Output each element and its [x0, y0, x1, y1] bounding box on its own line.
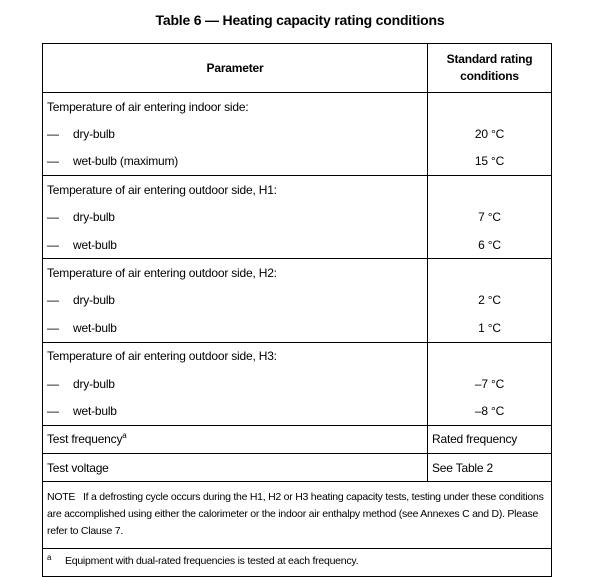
group-heading: Temperature of air entering outdoor side, H1: — [43, 176, 428, 204]
condition-value: –7 °C — [428, 370, 552, 397]
note-row — [43, 482, 552, 549]
group-heading-row — [43, 259, 552, 287]
table-title: Table 6 — Heating capacity rating conditions — [155, 12, 445, 28]
table-row — [43, 397, 552, 425]
footnote-mark: a — [122, 431, 127, 441]
table-row — [43, 314, 552, 342]
condition-value: –8 °C — [428, 397, 552, 425]
note-label: NOTE — [47, 491, 76, 504]
condition-value: 15 °C — [428, 148, 552, 176]
parameter-label: wet-bulb — [73, 403, 117, 418]
group-heading: Temperature of air entering indoor side: — [43, 93, 428, 121]
parameter-cell — [43, 287, 428, 314]
note-text: If a defrosting cycle occurs during the H1, H2 or H3 heating capacity tests, testing under these conditions are accomplished using either the calorimeter or the indoor air enthalpy method (see Annexes C and D). Please refer to Clause 7. — [47, 491, 544, 538]
group-heading: Temperature of air entering outdoor side, H3: — [43, 342, 428, 370]
condition-value: 1 °C — [428, 314, 552, 342]
table-row — [43, 148, 552, 176]
parameter-label: wet-bulb (maximum) — [73, 154, 179, 169]
test-voltage-value: See Table 2 — [428, 454, 552, 482]
condition-value: 6 °C — [428, 231, 552, 259]
test-voltage-label: Test voltage — [43, 454, 428, 482]
test-voltage-row — [43, 454, 552, 482]
table-row — [43, 370, 552, 397]
parameter-cell — [43, 120, 428, 147]
column-header-parameter: Parameter — [43, 44, 428, 93]
table-row — [43, 204, 552, 231]
table-header-row — [43, 44, 552, 93]
parameter-cell — [43, 231, 428, 259]
dash-marker: — — [47, 237, 59, 252]
dash-marker: — — [47, 376, 59, 391]
heating-capacity-table — [42, 43, 552, 577]
table-row — [43, 120, 552, 147]
footnote-row — [43, 549, 552, 577]
condition-value: 20 °C — [428, 120, 552, 147]
parameter-label: wet-bulb — [73, 320, 117, 335]
parameter-cell — [43, 397, 428, 425]
parameter-label: dry-bulb — [73, 376, 115, 391]
note-cell — [43, 482, 552, 549]
empty-cell — [428, 93, 552, 121]
group-heading-row — [43, 176, 552, 204]
group-heading-row — [43, 342, 552, 370]
parameter-label: dry-bulb — [73, 293, 115, 308]
condition-value: 2 °C — [428, 287, 552, 314]
parameter-cell — [43, 370, 428, 397]
table-row — [43, 287, 552, 314]
parameter-label: wet-bulb — [73, 237, 117, 252]
parameter-label: dry-bulb — [73, 127, 115, 142]
empty-cell — [428, 176, 552, 204]
group-heading-row — [43, 93, 552, 121]
parameter-cell — [43, 314, 428, 342]
dash-marker: — — [47, 403, 59, 418]
test-frequency-label: Test frequency — [47, 432, 123, 447]
condition-value: 7 °C — [428, 204, 552, 231]
dash-marker: — — [47, 127, 59, 142]
test-frequency-value: Rated frequency — [428, 425, 552, 453]
table-row — [43, 231, 552, 259]
column-header-conditions: Standard rating conditions — [428, 44, 552, 93]
parameter-label: dry-bulb — [73, 210, 115, 225]
dash-marker: — — [47, 210, 59, 225]
test-frequency-row — [43, 425, 552, 453]
footnote-cell: $^a$ Equipment with dual-rated frequencies is tested at each frequency. — [43, 549, 552, 577]
dash-marker: — — [47, 154, 59, 169]
footnote-text: Equipment with dual-rated frequencies is tested at each frequency. — [65, 555, 359, 568]
dash-marker: — — [47, 293, 59, 308]
group-heading: Temperature of air entering outdoor side, H2: — [43, 259, 428, 287]
empty-cell — [428, 259, 552, 287]
empty-cell — [428, 342, 552, 370]
dash-marker: — — [47, 320, 59, 335]
parameter-cell — [43, 425, 428, 453]
parameter-cell — [43, 204, 428, 231]
parameter-cell — [43, 148, 428, 176]
